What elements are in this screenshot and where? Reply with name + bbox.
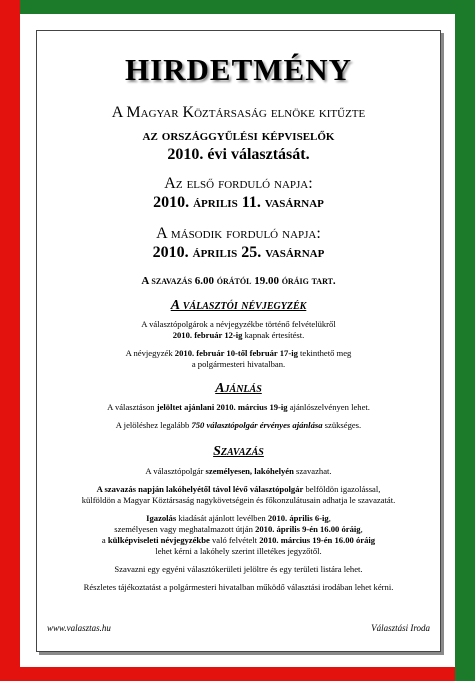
second-round	[37, 224, 440, 262]
intro-line-2: az országgyűlési képviselők	[142, 127, 335, 144]
notice-footer	[47, 623, 430, 633]
first-round-date: 2010. április 11. vasárnap	[153, 194, 324, 211]
register-p2-line2: a polgármesteri hivatalban.	[191, 359, 286, 369]
intro-line-1: A Magyar Köztársaság elnöke kitűzte	[111, 104, 366, 121]
frame-top-green	[20, 0, 455, 14]
register-p1-line2: 2010. február 12-ig kapnak értesítést.	[172, 330, 305, 340]
voting-p2-line2: külföldön a Magyar Köztársaság nagykövetségein és főkonzulátusain adhatja le szavazatát.	[81, 495, 396, 505]
notice-title: HIRDETMÉNY	[124, 52, 352, 87]
second-round-label: A második forduló napja:	[156, 225, 321, 242]
voting-p3-line3: a külképviseleti névjegyzékbe való felvételt 2010. március 19-én 16.00 óráig	[101, 535, 376, 545]
nomination-text	[37, 402, 440, 431]
first-round	[37, 174, 440, 212]
voting-p3-line4: lehet kérni a lakóhely szerint illetékes jegyzőtől.	[155, 546, 322, 556]
register-inspection-period: 2010. február 10-től február 17-ig	[174, 348, 298, 358]
register-deadline: 2010. február 12-ig	[172, 330, 243, 340]
register-p1-line1: A választópolgárok a névjegyzékbe történő felvételükről	[141, 319, 336, 329]
voting-heading: Szavazás	[213, 444, 264, 459]
register-text	[37, 319, 440, 370]
intro-line-3: 2010. évi választását.	[167, 146, 310, 163]
footer-website: www.valasztas.hu	[47, 623, 111, 633]
frame-bottom-red	[20, 667, 455, 681]
notice-paper	[36, 30, 441, 652]
nomination-p1: A választáson jelöltet ajánlani 2010. március 19-ig ajánlószelvényen lehet.	[107, 402, 370, 412]
nomination-heading: Ajánlás	[215, 381, 262, 396]
voting-text	[37, 466, 440, 593]
intro	[37, 103, 440, 164]
register-p2-line1: A névjegyzék 2010. február 10-től február 17-ig tekinthető meg	[125, 348, 352, 358]
second-round-date: 2010. április 25. vasárnap	[152, 244, 325, 261]
voting-p2-line1: A szavazás napján lakóhelyétől távol lévő választópolgár belföldön igazolással,	[96, 484, 381, 494]
first-round-label: Az első forduló napja:	[164, 175, 313, 192]
voting-p4: Szavazni egy egyéni választókerületi jelöltre és egy területi listára lehet.	[114, 564, 363, 574]
voting-p3-line1: Igazolás kiadását ajánlott levélben 2010. április 6-ig,	[146, 513, 331, 523]
voting-hours: A szavazás 6.00 órától 19.00 óráig tart.	[141, 275, 336, 287]
voting-p1: A választópolgár személyesen, lakóhelyén szavazhat.	[145, 466, 332, 476]
register-heading: A választói névjegyzék	[170, 298, 307, 313]
nomination-p2: A jelöléshez legalább 750 választópolgár érvényes ajánlása szükséges.	[115, 420, 362, 430]
footer-office: Választási Iroda	[371, 623, 430, 633]
voting-p5: Részletes tájékoztatást a polgármesteri hivatalban működő választási irodában lehet kérni.	[83, 582, 394, 592]
voting-p3-line2: személyesen vagy meghatalmazott útján 2010. április 9-én 16.00 óráig,	[114, 524, 363, 534]
